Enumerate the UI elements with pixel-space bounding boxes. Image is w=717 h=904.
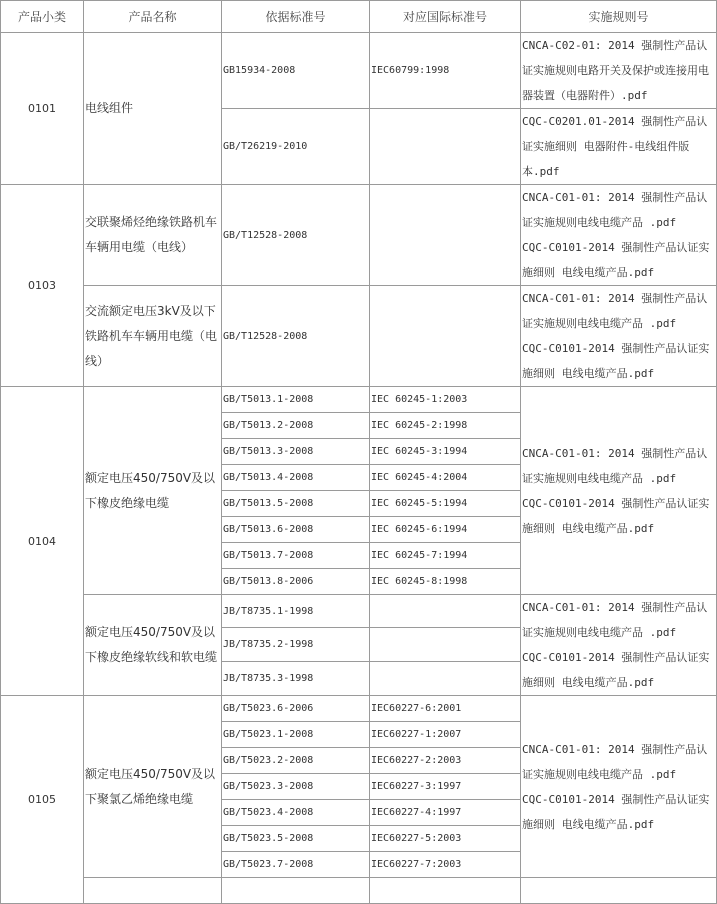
rule-link[interactable]: CNCA-C02-01: 2014 强制性产品认证实施规则电路开关及保护或连接用电器装置（电器附件）.pdf — [522, 39, 709, 102]
standard-cell: GB/T5023.3-2008 — [222, 774, 370, 800]
intl-standard-cell: IEC60227-1:2007 — [370, 722, 521, 748]
header-rule-no: 实施规则号 — [521, 1, 717, 33]
product-name-cell: 交流额定电压3kV及以下铁路机车车辆用电缆（电线） — [84, 286, 222, 387]
intl-standard-cell — [370, 595, 521, 628]
standard-cell: GB/T5023.7-2008 — [222, 852, 370, 878]
intl-standard-cell: IEC 60245-8:1998 — [370, 569, 521, 595]
subcategory-cell: 0105 — [1, 696, 84, 904]
intl-standard-cell: IEC 60245-6:1994 — [370, 517, 521, 543]
standard-cell: GB/T5013.3-2008 — [222, 439, 370, 465]
product-name-cell: 额定电压450/750V及以下橡皮绝缘软线和软电缆 — [84, 595, 222, 696]
standard-cell: GB/T12528-2008 — [222, 185, 370, 286]
intl-standard-cell — [370, 286, 521, 387]
standard-cell: JB/T8735.1-1998 — [222, 595, 370, 628]
intl-standard-cell: IEC 60245-4:2004 — [370, 465, 521, 491]
standard-cell — [84, 878, 222, 904]
standard-cell: GB/T5013.4-2008 — [222, 465, 370, 491]
rule-link[interactable]: CNCA-C01-01: 2014 强制性产品认证实施规则电线电缆产品 .pdf — [522, 742, 708, 781]
intl-standard-cell: IEC 60245-3:1994 — [370, 439, 521, 465]
header-standard-no: 依据标准号 — [222, 1, 370, 33]
standard-cell: GB/T5023.4-2008 — [222, 800, 370, 826]
rule-cell — [370, 878, 521, 904]
rule-link[interactable]: CQC-C0101-2014 强制性产品认证实施细则 电线电缆产品.pdf — [522, 496, 710, 535]
intl-standard-cell — [370, 662, 521, 696]
intl-standard-cell: IEC60227-6:2001 — [370, 696, 521, 722]
standard-cell: GB/T5013.6-2008 — [222, 517, 370, 543]
standard-cell: JB/T8735.3-1998 — [222, 662, 370, 696]
standard-cell: GB/T5013.5-2008 — [222, 491, 370, 517]
standard-cell: GB15934-2008 — [222, 33, 370, 109]
subcategory-cell: 0104 — [1, 387, 84, 696]
table-row — [1, 33, 717, 109]
rule-cell — [521, 185, 717, 286]
rule-link[interactable]: CQC-C0201.01-2014 强制性产品认证实施细则 电器附件-电线组件版本.pdf — [522, 115, 708, 178]
intl-standard-cell: IEC 60245-2:1998 — [370, 413, 521, 439]
header-intl-standard-no: 对应国际标准号 — [370, 1, 521, 33]
rule-link[interactable]: CQC-C0101-2014 强制性产品认证实施细则 电线电缆产品.pdf — [522, 241, 710, 279]
product-name-cell — [521, 878, 717, 904]
rule-link[interactable]: CQC-C0101-2014 强制性产品认证实施细则 电线电缆产品.pdf — [522, 342, 710, 380]
standard-cell: GB/T5023.1-2008 — [222, 722, 370, 748]
intl-standard-cell: IEC 60245-7:1994 — [370, 543, 521, 569]
rule-cell — [521, 33, 717, 109]
intl-standard-cell: IEC60227-5:2003 — [370, 826, 521, 852]
rule-cell — [521, 109, 717, 185]
table-row — [1, 595, 717, 628]
intl-standard-cell — [222, 878, 370, 904]
table-row — [1, 286, 717, 387]
rule-cell — [521, 387, 717, 595]
intl-standard-cell: IEC 60245-1:2003 — [370, 387, 521, 413]
standard-cell: GB/T26219-2010 — [222, 109, 370, 185]
standard-cell: GB/T5013.8-2006 — [222, 569, 370, 595]
table-row — [1, 696, 717, 722]
product-name-cell: 交联聚烯烃绝缘铁路机车车辆用电缆（电线） — [84, 185, 222, 286]
rule-link[interactable]: CNCA-C01-01: 2014 强制性产品认证实施规则电线电缆产品 .pdf — [522, 446, 708, 485]
rule-link[interactable]: CQC-C0101-2014 强制性产品认证实施细则 电线电缆产品.pdf — [522, 651, 710, 689]
intl-standard-cell: IEC60799:1998 — [370, 33, 521, 109]
product-name-cell: 额定电压450/750V及以下聚氯乙烯绝缘电缆 — [84, 696, 222, 878]
header-product-name: 产品名称 — [84, 1, 222, 33]
intl-standard-cell: IEC 60245-5:1994 — [370, 491, 521, 517]
rule-link[interactable]: CNCA-C01-01: 2014 强制性产品认证实施规则电线电缆产品 .pdf — [522, 191, 708, 229]
product-name-cell: 电线组件 — [84, 33, 222, 185]
rule-link[interactable]: CQC-C0101-2014 强制性产品认证实施细则 电线电缆产品.pdf — [522, 792, 710, 831]
intl-standard-cell: IEC60227-2:2003 — [370, 748, 521, 774]
subcategory-cell: 0103 — [1, 185, 84, 387]
subcategory-cell: 0101 — [1, 33, 84, 185]
table-row — [1, 387, 717, 413]
standard-cell: GB/T5023.2-2008 — [222, 748, 370, 774]
intl-standard-cell — [370, 109, 521, 185]
rule-link[interactable]: CNCA-C01-01: 2014 强制性产品认证实施规则电线电缆产品 .pdf — [522, 292, 708, 330]
standard-cell: GB/T5023.6-2006 — [222, 696, 370, 722]
rule-cell — [521, 286, 717, 387]
standard-cell: JB/T8735.2-1998 — [222, 628, 370, 662]
intl-standard-cell: IEC60227-3:1997 — [370, 774, 521, 800]
standard-cell: GB/T5013.1-2008 — [222, 387, 370, 413]
rule-cell — [521, 696, 717, 878]
product-name-cell: 额定电压450/750V及以下橡皮绝缘电缆 — [84, 387, 222, 595]
standard-cell: GB/T5023.5-2008 — [222, 826, 370, 852]
standard-cell: GB/T5013.2-2008 — [222, 413, 370, 439]
rule-cell — [521, 595, 717, 696]
standard-cell: GB/T12528-2008 — [222, 286, 370, 387]
intl-standard-cell — [370, 185, 521, 286]
rule-link[interactable]: CNCA-C01-01: 2014 强制性产品认证实施规则电线电缆产品 .pdf — [522, 601, 708, 639]
table-row — [1, 878, 717, 904]
intl-standard-cell — [370, 628, 521, 662]
intl-standard-cell: IEC60227-7:2003 — [370, 852, 521, 878]
standard-cell: GB/T5013.7-2008 — [222, 543, 370, 569]
header-row — [1, 1, 717, 33]
header-subcategory: 产品小类 — [1, 1, 84, 33]
intl-standard-cell: IEC60227-4:1997 — [370, 800, 521, 826]
table-row — [1, 185, 717, 286]
